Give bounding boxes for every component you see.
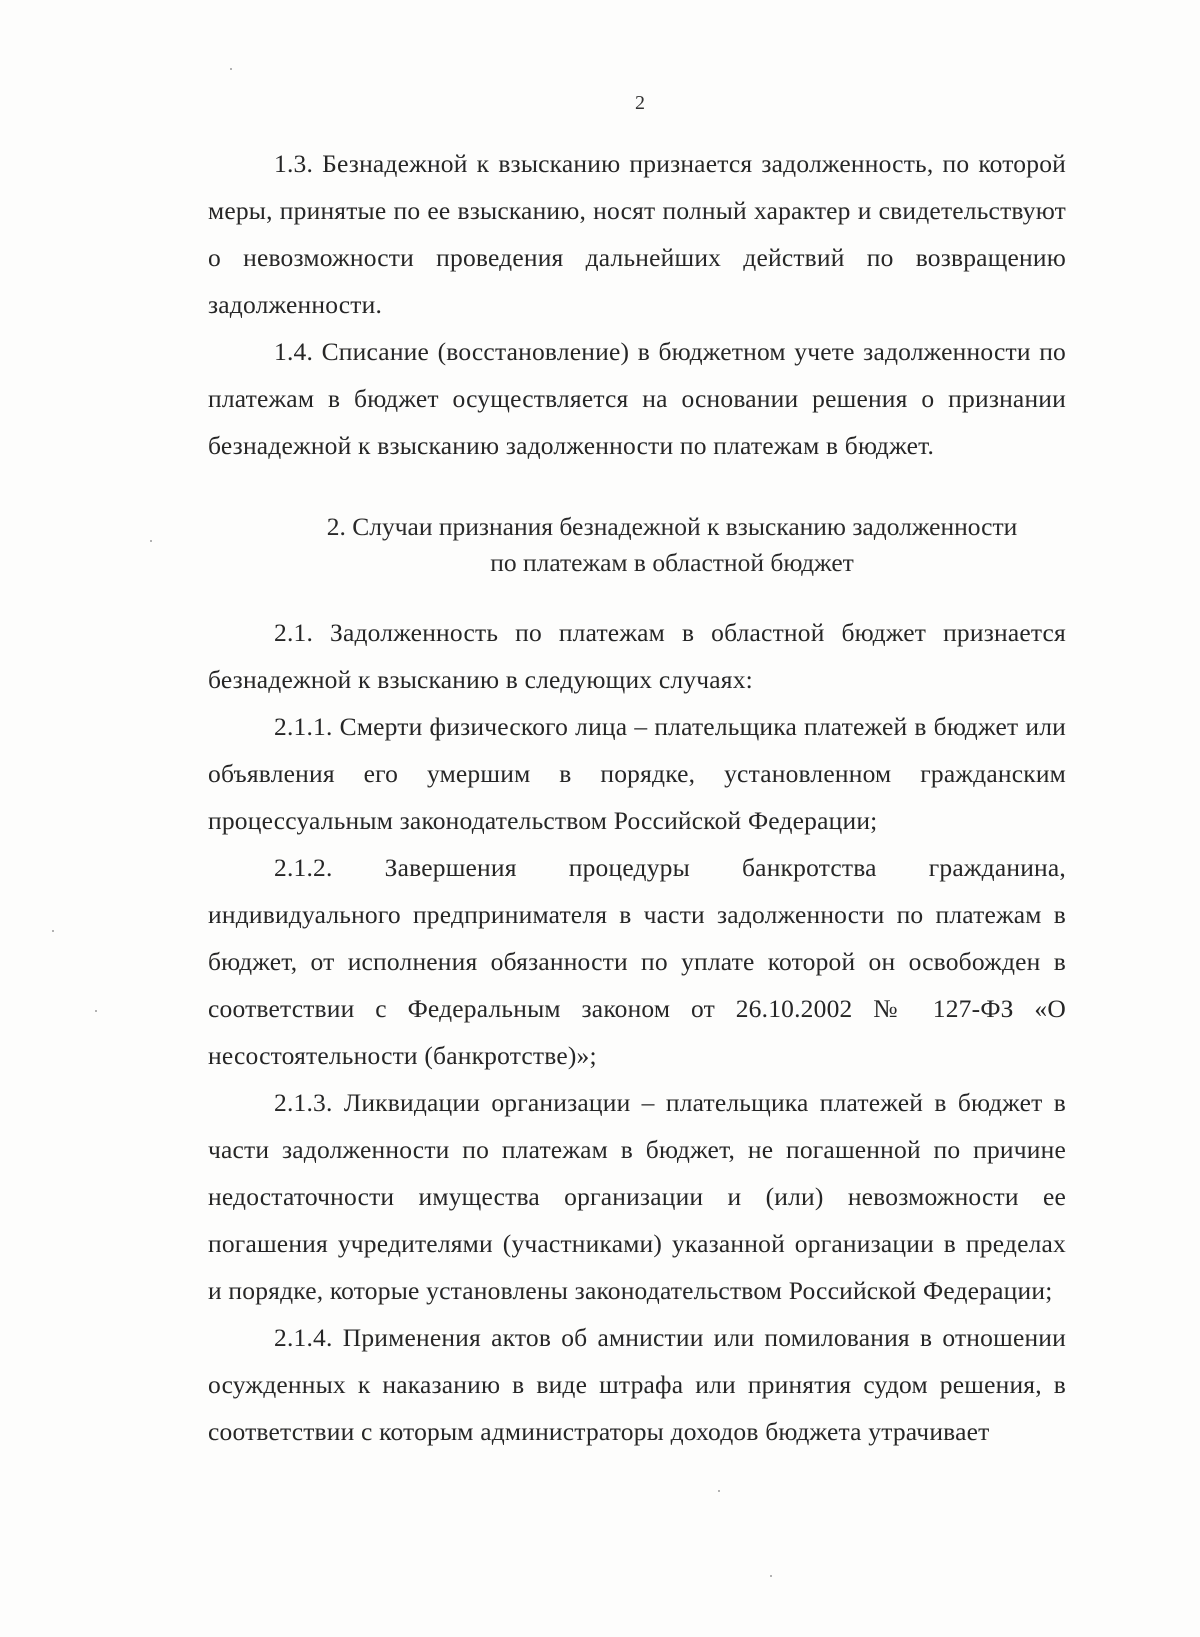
page-number: 2: [635, 92, 645, 114]
paragraph-1-4: 1.4. Списание (восстановление) в бюджетном учете задолженности по платежам в бюджет осуществляется на основании решения о признании безнадежной к взысканию задолженности по платежам в бюджет.: [208, 337, 1066, 460]
paragraph-2-1-4: 2.1.4. Применения актов об амнистии или помилования в отношении осужденных к наказанию в виде штрафа или принятия судом решения, в соответствии с которым администраторы доходов бюджета утрачивает: [208, 1323, 1066, 1446]
scan-speck: [770, 1575, 772, 1577]
scan-speck: [230, 68, 232, 70]
scan-speck: [52, 930, 54, 932]
paragraph-2-1: 2.1. Задолженность по платежам в областной бюджет признается безнадежной к взысканию в следующих случаях:: [208, 618, 1066, 694]
section-heading-line-2: по платежам в областной бюджет: [490, 548, 854, 577]
scan-speck: [95, 1010, 97, 1012]
section-heading-line-1: 2. Случаи признания безнадежной к взысканию задолженности: [326, 512, 1018, 541]
paragraph-2-1-2: 2.1.2. Завершения процедуры банкротства гражданина, индивидуального предпринимателя в части задолженности по платежам в бюджет, от исполнения обязанности по уплате которой он освобожден в соответствии с Федеральным законом от 26.10.2002 № 127-ФЗ «О несостоятельности (банкротстве)»;: [208, 853, 1066, 1070]
paragraph-2-1-1: 2.1.1. Смерти физического лица – плательщика платежей в бюджет или объявления его умершим в порядке, установленном гражданским процессуальным законодательством Российской Федерации;: [208, 712, 1066, 835]
scan-speck: [150, 540, 152, 542]
scan-speck: [718, 1490, 720, 1492]
paragraph-1-3: 1.3. Безнадежной к взысканию признается задолженность, по которой меры, принятые по ее взысканию, носят полный характер и свидетельствуют о невозможности проведения дальнейших действий по возвращению задолженности.: [208, 149, 1066, 319]
section-heading: [208, 509, 1066, 581]
document-body: [208, 140, 1066, 1455]
paragraph-2-1-3: 2.1.3. Ликвидации организации – плательщика платежей в бюджет в части задолженности по платежам в бюджет, не погашенной по причине недостаточности имущества организации и (или) невозможности ее погашения учредителями (участниками) указанной организации в пределах и порядке, которые установлены законодательством Российской Федерации;: [208, 1088, 1066, 1305]
